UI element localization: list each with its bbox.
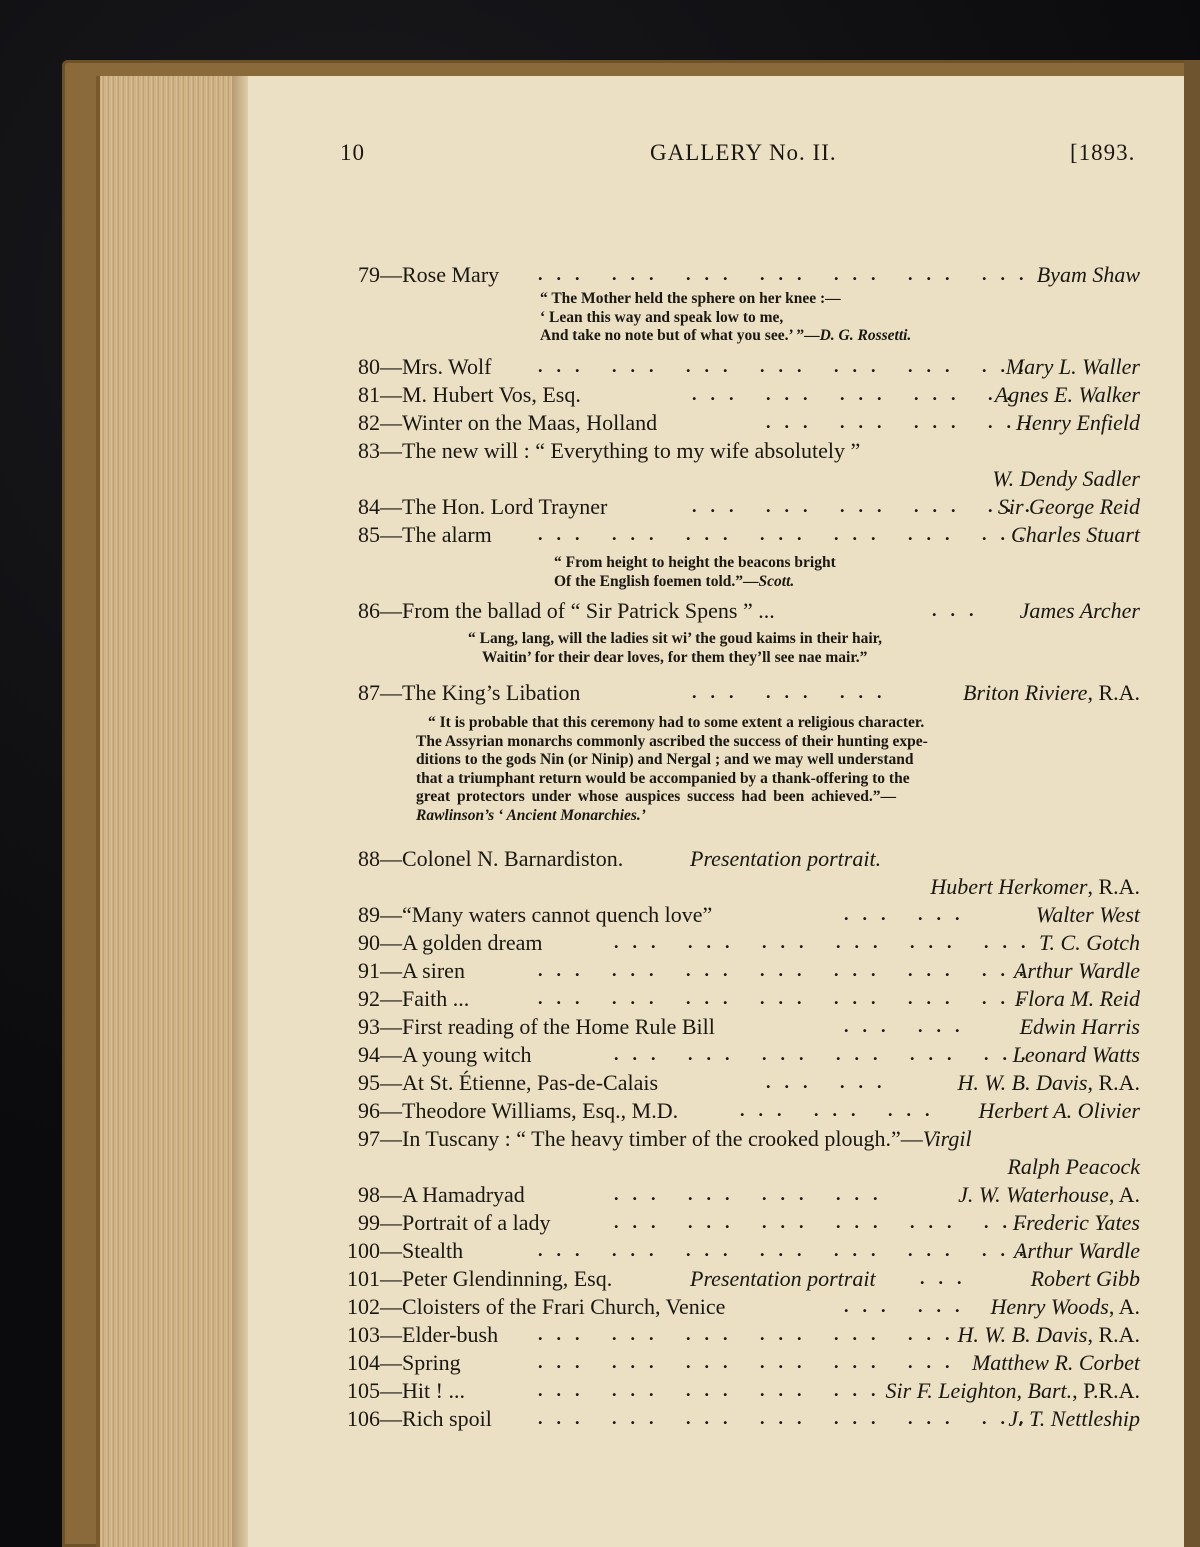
entry-number: 85	[358, 522, 380, 547]
catalogue-entry	[248, 1098, 1184, 1128]
dot-leaders: ... ... ...	[692, 682, 896, 702]
catalogue-entry	[248, 1350, 1184, 1380]
entry-title: —A Hamadryad	[380, 1182, 525, 1207]
entry-artist: Walter West	[1035, 902, 1140, 927]
entry-artist: Robert Gibb	[1030, 1266, 1140, 1291]
entry-artist: Arthur Wardle	[1013, 958, 1140, 983]
catalogue-entry	[248, 1070, 1184, 1100]
entry-artist: Mary L. Waller	[1005, 354, 1140, 379]
dot-leaders: ... ...	[844, 1296, 974, 1316]
entry-number: 88	[358, 846, 380, 871]
catalogue-entry	[248, 1210, 1184, 1240]
entry-title: —Mrs. Wolf	[380, 354, 492, 379]
entry-artist: Flora M. Reid	[1014, 986, 1140, 1011]
catalogue-entry	[248, 902, 1184, 932]
entry-title: —Colonel N. Barnardiston.	[380, 846, 624, 871]
entry-number: 99	[358, 1210, 380, 1235]
entry-number: 84	[358, 494, 380, 519]
entry-number: 98	[358, 1182, 380, 1207]
entry-artist: T. C. Gotch	[1038, 930, 1140, 955]
entry-artist: Agnes E. Walker	[994, 382, 1140, 407]
entry-title: —The new will : “ Everything to my wife absolutely ”	[380, 438, 861, 463]
entry-title: —A golden dream	[380, 930, 543, 955]
page-edges	[96, 76, 242, 1547]
entry-artist: Sir F. Leighton, Bart., P.R.A.	[885, 1378, 1140, 1403]
entry-title: —First reading of the Home Rule Bill	[380, 1014, 715, 1039]
entry-title: —Theodore Williams, Esq., M.D.	[380, 1098, 679, 1123]
entry-artist: Henry Enfield	[1015, 410, 1140, 435]
entry-number: 91	[358, 958, 380, 983]
entry-number: 101	[347, 1266, 380, 1291]
entry-number: 92	[358, 986, 380, 1011]
catalogue-entry	[248, 1266, 1184, 1296]
entry-title: —In Tuscany : “ The heavy timber of the crooked plough.”—Virgil	[380, 1126, 972, 1151]
entry-number: 94	[358, 1042, 380, 1067]
entry-number: 82	[358, 410, 380, 435]
catalogue-entry	[248, 1238, 1184, 1268]
catalogue-entry	[248, 354, 1184, 384]
entry-number: 89	[358, 902, 380, 927]
catalogue-entry-continued	[248, 466, 1184, 496]
entry-title: —Faith ...	[380, 986, 470, 1011]
entry-number: 100	[347, 1238, 380, 1263]
entry-artist: James Archer	[1019, 598, 1140, 623]
entry-title: —The alarm	[380, 522, 492, 547]
catalogue-entry	[248, 1014, 1184, 1044]
catalogue-entry	[248, 846, 1184, 876]
entry-quote: “ Lang, lang, will the ladies sit wi’ the goud kaims in their hair, Waitin’ for their dear loves, for them they’ll see nae mair.”	[468, 630, 882, 666]
entry-title: —Stealth	[380, 1238, 464, 1263]
entry-artist: Matthew R. Corbet	[971, 1350, 1140, 1375]
dot-leaders: ... ... ... ... ... ... ...	[538, 356, 1038, 376]
dot-leaders: ... ... ... ... ... ... ...	[538, 524, 1038, 544]
catalogue-entry	[248, 598, 1184, 628]
entry-artist: W. Dendy Sadler	[992, 466, 1140, 491]
cover-right-edge	[1184, 60, 1200, 1547]
entry-number: 105	[347, 1378, 380, 1403]
entry-number: 81	[358, 382, 380, 407]
catalogue-entry	[248, 382, 1184, 412]
dot-leaders: ... ... ... ... ... ... ...	[538, 988, 1038, 1008]
catalogue-entry	[248, 958, 1184, 988]
entry-number: 83	[358, 438, 380, 463]
entry-artist: Edwin Harris	[1019, 1014, 1140, 1039]
catalogue-entry	[248, 680, 1184, 710]
catalogue-entry	[248, 1182, 1184, 1212]
dot-leaders: ...	[920, 1268, 976, 1288]
entry-title: —The Hon. Lord Trayner	[380, 494, 608, 519]
entry-number: 87	[358, 680, 380, 705]
catalogue-entry	[248, 1042, 1184, 1072]
book-page	[248, 76, 1184, 1547]
entry-artist: Henry Woods, A.	[990, 1294, 1140, 1319]
entry-title: —“Many waters cannot quench love”	[380, 902, 713, 927]
catalogue-entry	[248, 1294, 1184, 1324]
catalogue-entry	[248, 930, 1184, 960]
dot-leaders: ... ...	[844, 1016, 974, 1036]
dot-leaders: ... ... ... ... ... ...	[538, 1324, 964, 1344]
catalogue-entry	[248, 438, 1184, 468]
entry-title: —A young witch	[380, 1042, 532, 1067]
dot-leaders: ... ... ... ...	[766, 412, 1044, 432]
entry-artist: Ralph Peacock	[1007, 1154, 1140, 1179]
page-number: 10	[340, 140, 365, 165]
catalogue-entry	[248, 262, 1184, 292]
entry-title: —Cloisters of the Frari Church, Venice	[380, 1294, 726, 1319]
entry-title: —Spring	[380, 1350, 461, 1375]
catalogue-entry	[248, 1126, 1184, 1156]
dot-leaders: ... ... ... ... ...	[692, 496, 1044, 516]
dot-leaders: ... ...	[844, 904, 974, 924]
dot-leaders: ... ... ... ... ... ... ...	[538, 264, 1038, 284]
dot-leaders: ...	[932, 600, 988, 620]
entry-artist: H. W. B. Davis, R.A.	[957, 1070, 1140, 1095]
entry-quote: “ From height to height the beacons bright Of the English foemen told.”—Scott.	[554, 554, 836, 590]
catalogue-entry	[248, 494, 1184, 524]
entry-artist: Arthur Wardle	[1013, 1238, 1140, 1263]
dot-leaders: ... ... ... ... ... ... ...	[538, 1240, 1038, 1260]
dot-leaders: ... ... ... ... ... ...	[614, 1212, 1040, 1232]
catalogue-entry	[248, 1406, 1184, 1436]
entry-title: —At St. Étienne, Pas-de-Calais	[380, 1070, 659, 1095]
running-title: GALLERY No. II.	[650, 140, 837, 165]
entry-title: —Peter Glendinning, Esq.	[380, 1266, 613, 1291]
entry-artist: Herbert A. Olivier	[978, 1098, 1140, 1123]
dot-leaders: ... ... ... ... ... ... ...	[538, 1408, 1038, 1428]
catalogue-entry-continued	[248, 874, 1184, 904]
entry-number: 90	[358, 930, 380, 955]
entry-title: —A siren	[380, 958, 465, 983]
entry-number: 102	[347, 1294, 380, 1319]
running-year: [1893.	[1070, 140, 1136, 165]
entry-quote: “ It is probable that this ceremony had to some extent a religious character. The Assyrian monarchs commonly ascribed the success of their hunting expe- ditions to the gods Nin (or Ninip) and Nergal ; and we may well understand that a triumphant return would be accompanied by a thank-offering to the great protectors under whose auspices success had been achieved.”— Rawlinson’s ‘ Ancient Monarchies.’	[416, 714, 928, 824]
entry-artist: J. W. Waterhouse, A.	[958, 1182, 1140, 1207]
entry-number: 96	[358, 1098, 380, 1123]
catalogue-entry	[248, 522, 1184, 552]
dot-leaders: ... ... ... ... ... ...	[614, 1044, 1040, 1064]
catalogue-entry	[248, 410, 1184, 440]
dot-leaders: ... ... ... ... ... ...	[614, 932, 1040, 952]
entry-note: Presentation portrait	[690, 1266, 876, 1291]
entry-number: 97	[358, 1126, 380, 1151]
entry-title: —Winter on the Maas, Holland	[380, 410, 658, 435]
entry-artist: H. W. B. Davis, R.A.	[957, 1322, 1140, 1347]
dot-leaders: ... ... ...	[740, 1100, 944, 1120]
entry-title: —M. Hubert Vos, Esq.	[380, 382, 581, 407]
entry-title: —Portrait of a lady	[380, 1210, 551, 1235]
entry-artist: Charles Stuart	[1011, 522, 1140, 547]
entry-number: 103	[347, 1322, 380, 1347]
dot-leaders: ... ... ... ... ...	[692, 384, 1044, 404]
entry-artist: J. T. Nettleship	[1008, 1406, 1140, 1431]
entry-artist: Frederic Yates	[1012, 1210, 1140, 1235]
entry-number: 95	[358, 1070, 380, 1095]
dot-leaders: ... ... ... ... ...	[538, 1380, 890, 1400]
entry-number: 93	[358, 1014, 380, 1039]
entry-number: 79	[358, 262, 380, 287]
entry-number: 86	[358, 598, 380, 623]
entry-title: —Rich spoil	[380, 1406, 492, 1431]
entry-artist: Leonard Watts	[1012, 1042, 1140, 1067]
entry-number: 104	[347, 1350, 380, 1375]
catalogue-entry	[248, 1322, 1184, 1352]
entry-note: Presentation portrait.	[690, 846, 882, 871]
entry-title: —Rose Mary	[380, 262, 500, 287]
entry-artist: Byam Shaw	[1036, 262, 1140, 287]
dot-leaders: ... ... ... ... ... ... ...	[538, 960, 1038, 980]
catalogue-entry-continued	[248, 1154, 1184, 1184]
entry-title: —Elder-bush	[380, 1322, 499, 1347]
entry-artist: Hubert Herkomer, R.A.	[930, 874, 1140, 899]
entry-title: —From the ballad of “ Sir Patrick Spens ” ...	[380, 598, 775, 623]
entry-artist: Briton Riviere, R.A.	[963, 680, 1140, 705]
entry-number: 106	[347, 1406, 380, 1431]
dot-leaders: ... ... ... ...	[614, 1184, 892, 1204]
entry-artist: Sir George Reid	[997, 494, 1140, 519]
entry-quote: “ The Mother held the sphere on her knee :— ‘ Lean this way and speak low to me, And take no note but of what you see.’ ”—D. G. Rossetti.	[540, 290, 912, 344]
entry-number: 80	[358, 354, 380, 379]
entry-title: —The King’s Libation	[380, 680, 581, 705]
dot-leaders: ... ... ... ... ... ...	[538, 1352, 964, 1372]
dot-leaders: ... ...	[766, 1072, 896, 1092]
catalogue-entry	[248, 986, 1184, 1016]
entry-title: —Hit ! ...	[380, 1378, 465, 1403]
catalogue-entry	[248, 1378, 1184, 1408]
